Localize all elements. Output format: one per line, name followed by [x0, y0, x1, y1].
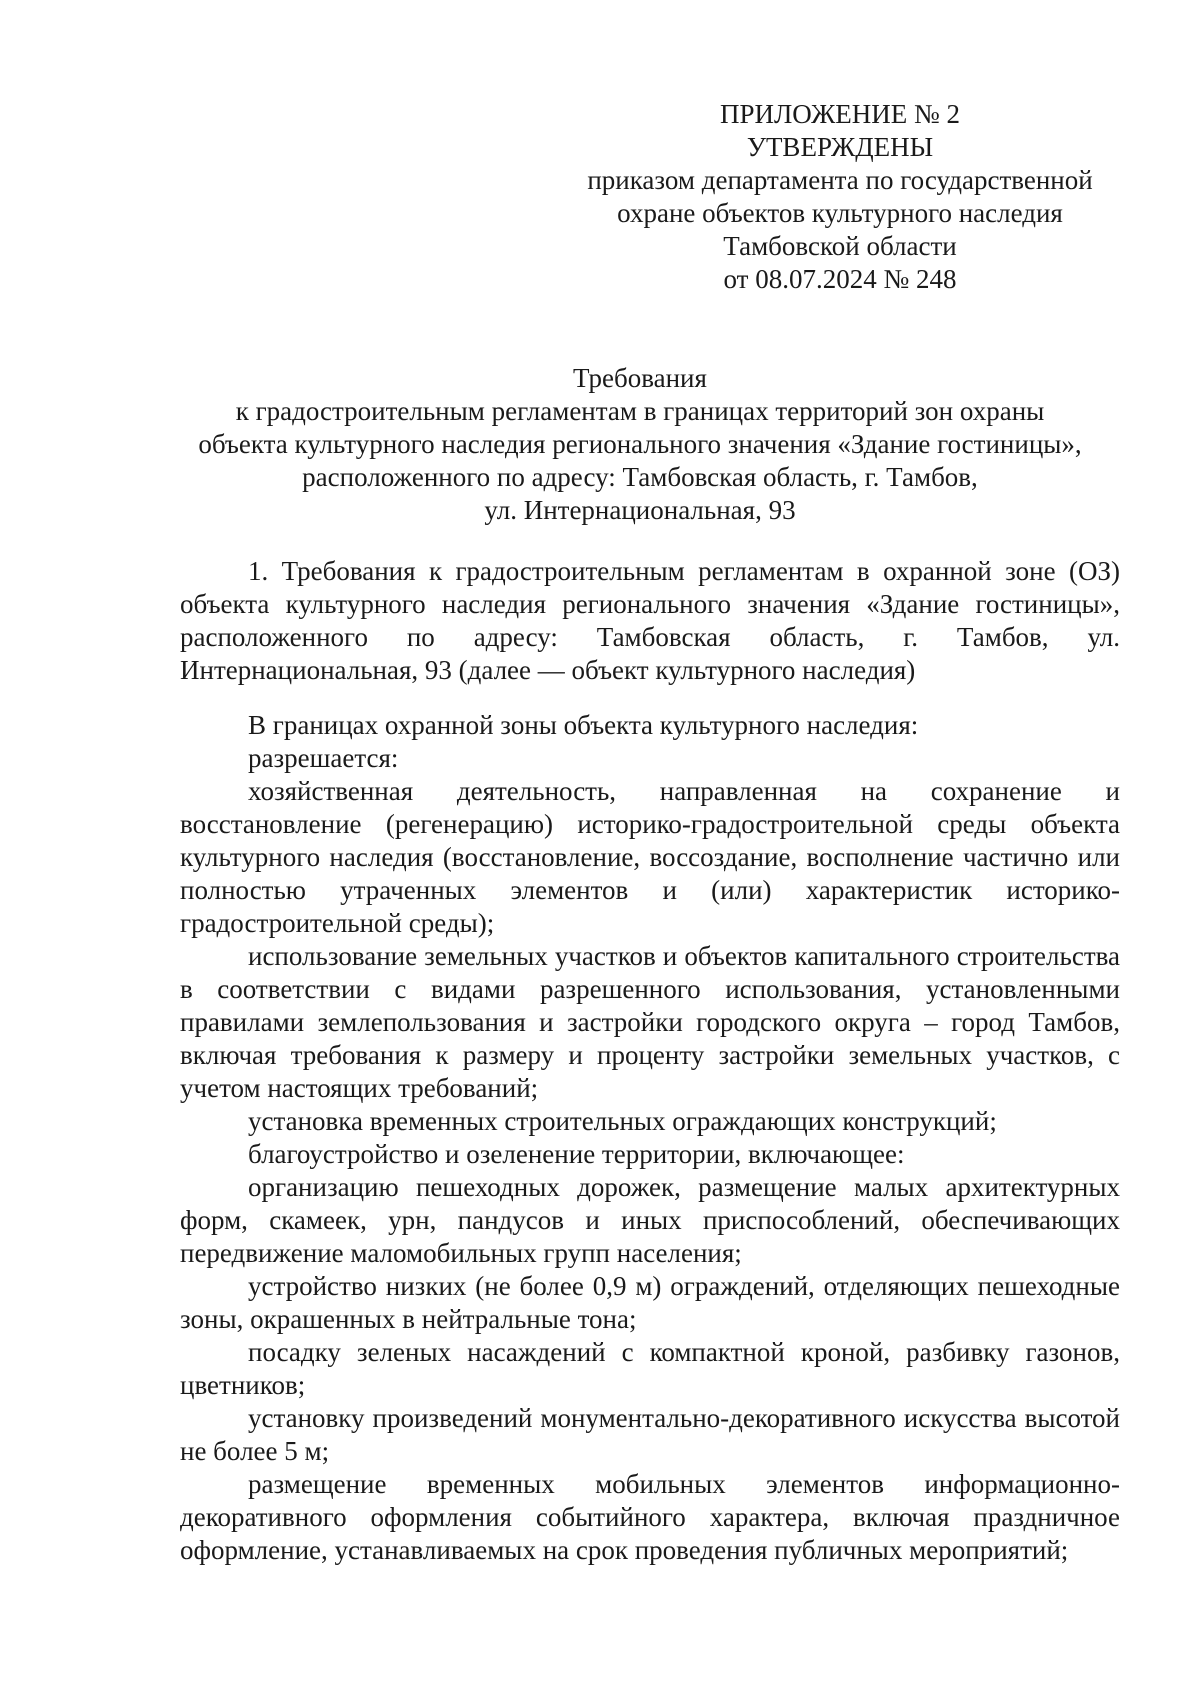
title-heading: Требования — [573, 363, 707, 393]
approval-header — [560, 98, 1120, 296]
paragraph-item: организацию пешеходных дорожек, размещение малых архитектурных форм, скамеек, урн, пандусов и иных приспособлений, обеспечивающих передвижение маломобильных групп населения; — [180, 1172, 1120, 1268]
paragraph-item: благоустройство и озеленение территории, включающее: — [248, 1139, 905, 1169]
paragraph-section-1: 1. Требования к градостроительным регламентам в охранной зоне (ОЗ) объекта культурного наследия регионального значения «Здание гостиницы», расположенного по адресу: Тамбовская область, г. Тамбов, ул. Интернациональная, 93 (далее — объект культурного наследия) — [180, 556, 1120, 685]
title-line: к градостроительным регламентам в границах территорий зон охраны — [235, 396, 1045, 426]
paragraph-zone-intro: В границах охранной зоны объекта культурного наследия: — [248, 710, 919, 740]
document-body — [180, 555, 1120, 1567]
approved-label: УТВЕРЖДЕНЫ — [746, 132, 934, 162]
paragraph-item: хозяйственная деятельность, направленная на сохранение и восстановление (регенерацию) историко-градостроительной среды объекта культурного наследия (восстановление, воссоздание, восполнение частично или полностью утраченных элементов и (или) характеристик историко-градостроительной среды); — [180, 776, 1120, 938]
approval-line: охране объектов культурного наследия — [617, 198, 1063, 228]
paragraph-item: размещение временных мобильных элементов информационно-декоративного оформления событийного характера, включая праздничное оформление, устанавливаемых на срок проведения публичных мероприятий; — [180, 1469, 1120, 1565]
title-line: объекта культурного наследия регионального значения «Здание гостиницы», — [198, 429, 1082, 459]
appendix-number: ПРИЛОЖЕНИЕ № 2 — [719, 99, 961, 129]
approval-date: от 08.07.2024 № 248 — [723, 264, 957, 294]
approval-line: приказом департамента по государственной — [587, 165, 1093, 195]
title-line: расположенного по адресу: Тамбовская область, г. Тамбов, — [302, 462, 978, 492]
paragraph-item: устройство низких (не более 0,9 м) ограждений, отделяющих пешеходные зоны, окрашенных в нейтральные тона; — [180, 1271, 1120, 1334]
paragraph-allowed: разрешается: — [248, 743, 399, 773]
paragraph-item: установка временных строительных ограждающих конструкций; — [248, 1106, 997, 1136]
title-line: ул. Интернациональная, 93 — [484, 495, 796, 525]
paragraph-item: использование земельных участков и объектов капитального строительства в соответствии с видами разрешенного использования, установленными правилами землепользования и застройки городского округа – город Тамбов, включая требования к размеру и проценту застройки земельных участков, с учетом настоящих требований; — [180, 941, 1120, 1103]
document-title — [180, 362, 1100, 527]
paragraph-item: посадку зеленых насаждений с компактной кроной, разбивку газонов, цветников; — [180, 1337, 1120, 1400]
approval-line: Тамбовской области — [723, 231, 957, 261]
paragraph-item: установку произведений монументально-декоративного искусства высотой не более 5 м; — [180, 1403, 1120, 1466]
